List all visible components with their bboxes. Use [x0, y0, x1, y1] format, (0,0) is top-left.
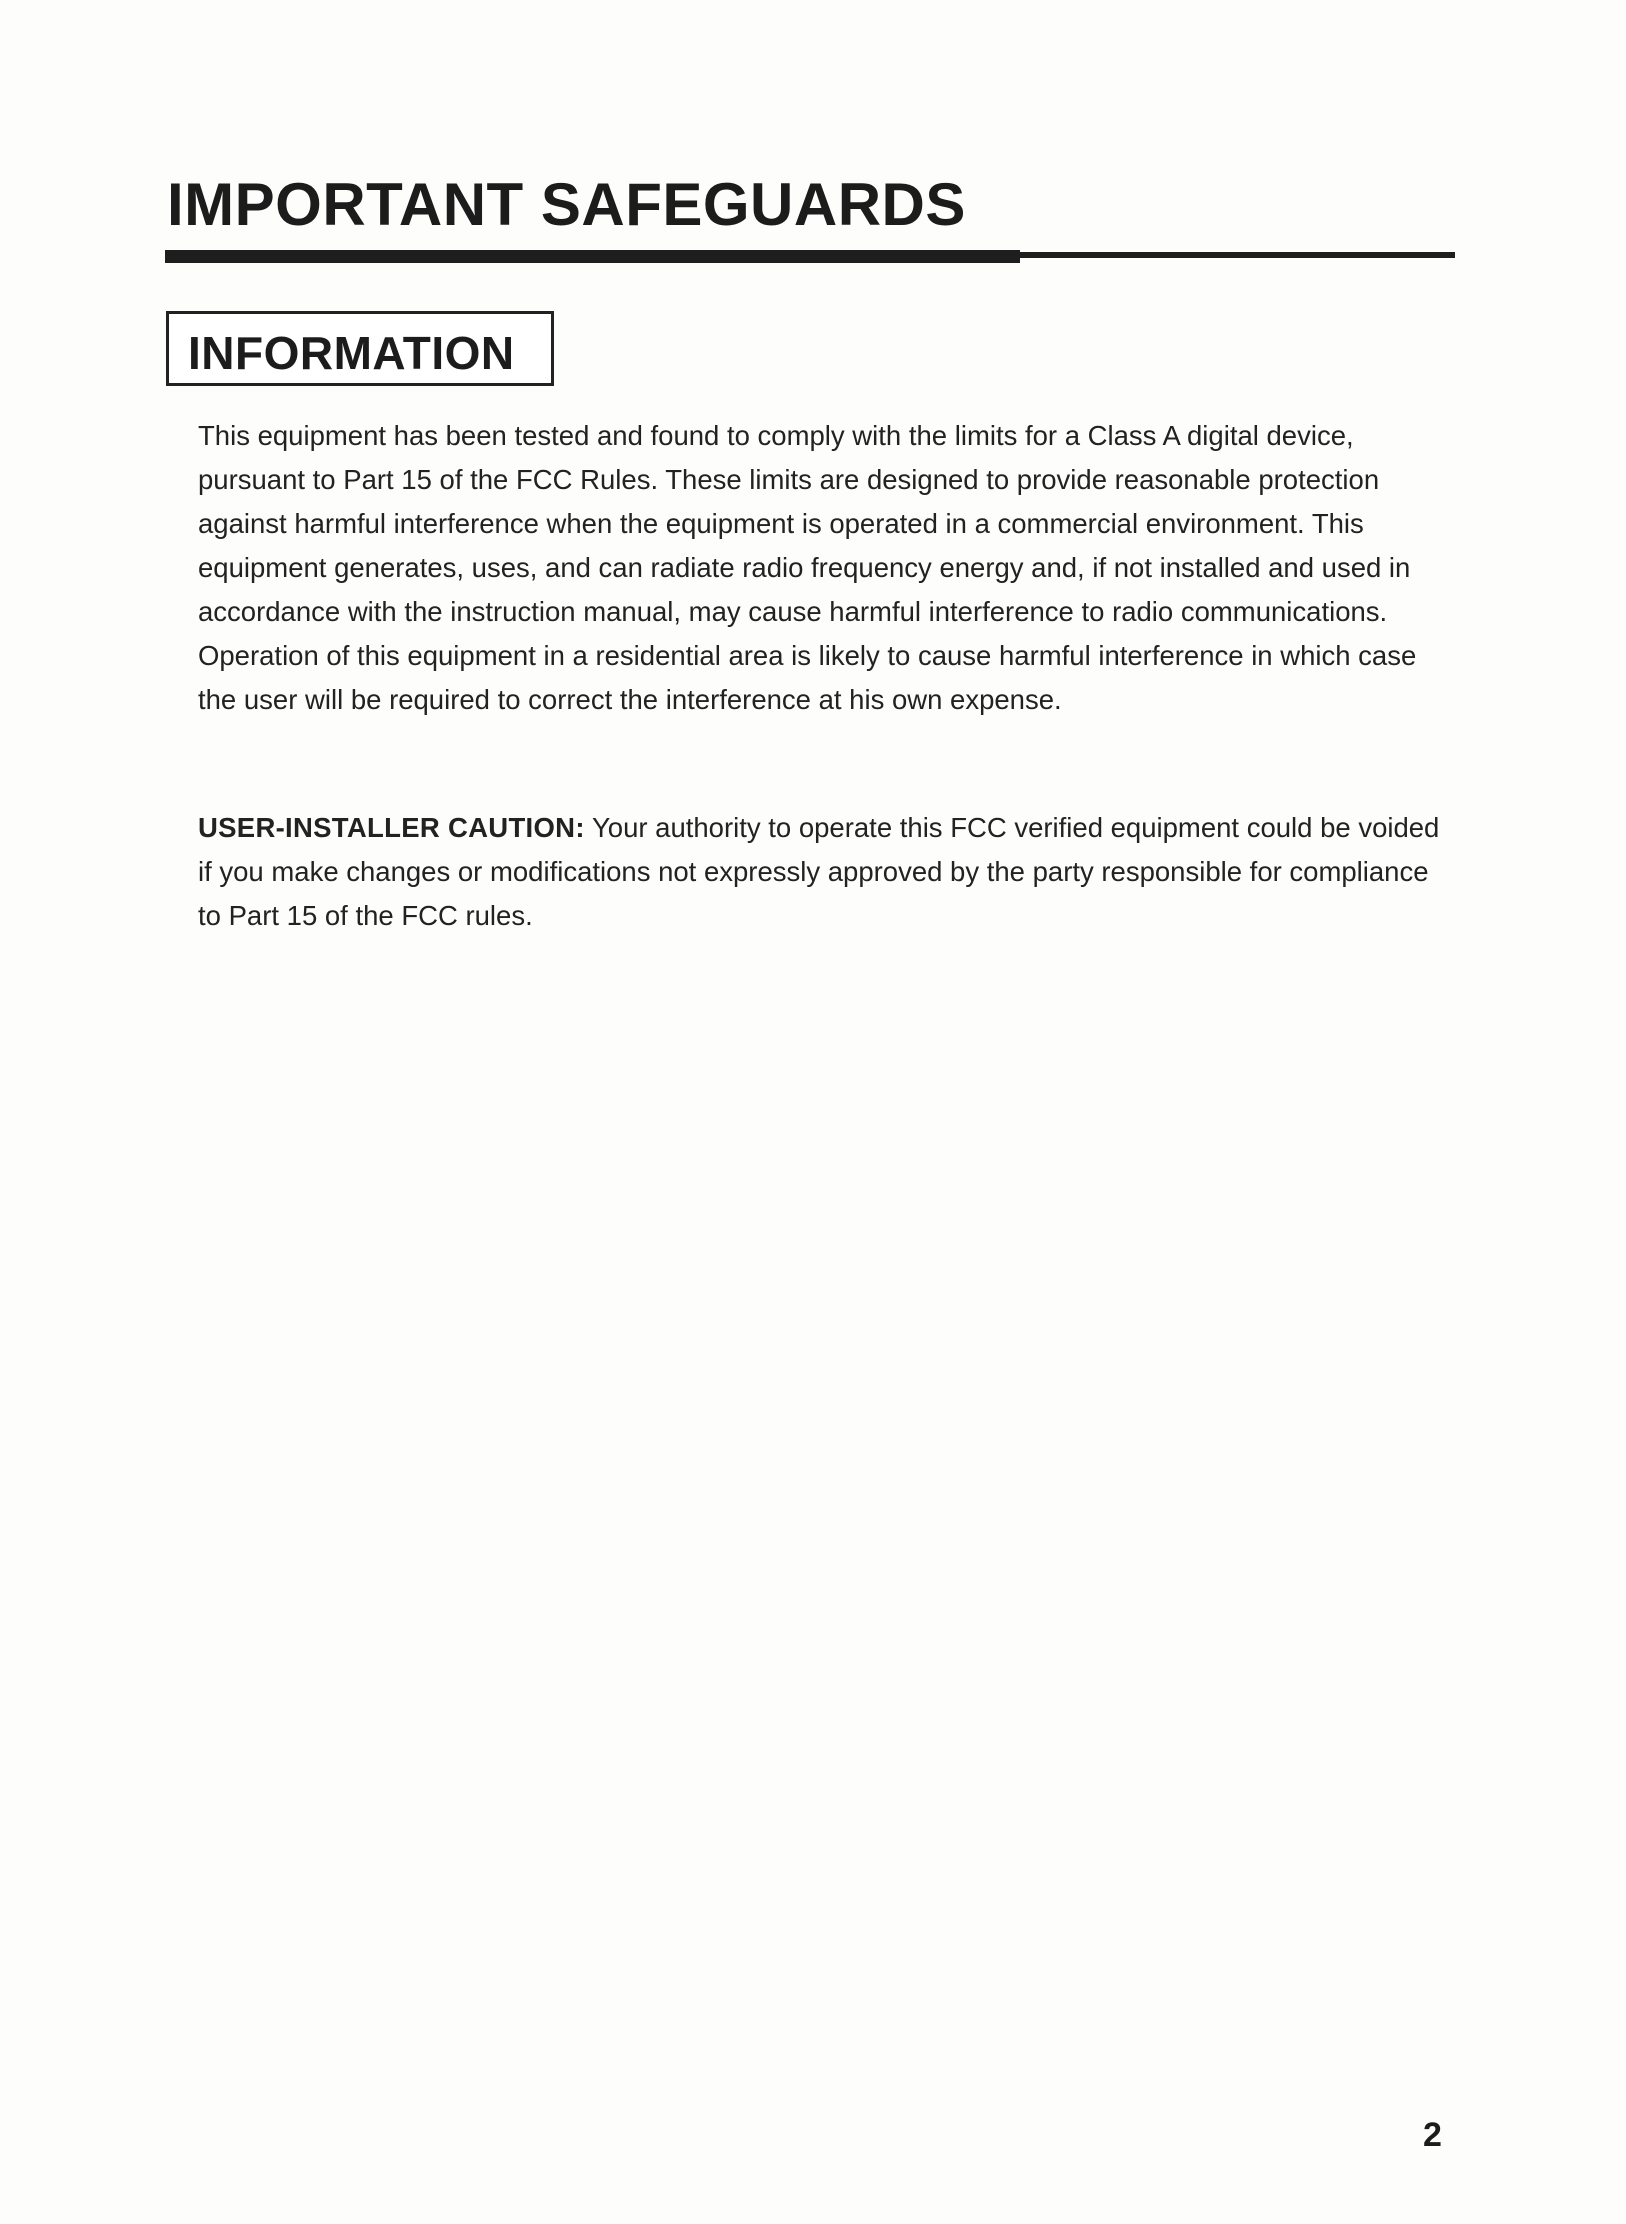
- caution-text: Your authority to operate this FCC verified equipment could be voided if you make changes or modifications not expressly approved by the party responsible for compliance to Part 15 of the FCC rules.: [198, 812, 1440, 931]
- caution-paragraph: [198, 806, 1448, 938]
- section-heading: INFORMATION: [188, 327, 515, 379]
- title-underline: [165, 250, 1020, 263]
- information-paragraph: This equipment has been tested and found to comply with the limits for a Class A digital device, pursuant to Part 15 of the FCC Rules. These limits are designed to provide reasonable protection against harmful interference when the equipment is operated in a commercial environment. This equipment generates, uses, and can radiate radio frequency energy and, if not installed and used in accordance with the instruction manual, may cause harmful interference to radio communications. Operation of this equipment in a residential area is likely to cause harmful interference in which case the user will be required to correct the interference at his own expense.: [198, 420, 1417, 715]
- page-title: IMPORTANT SAFEGUARDS: [167, 171, 966, 238]
- caution-label: USER-INSTALLER CAUTION:: [198, 812, 585, 843]
- title-underline-extension: [1018, 252, 1455, 258]
- page-number: 2: [1423, 2116, 1442, 2154]
